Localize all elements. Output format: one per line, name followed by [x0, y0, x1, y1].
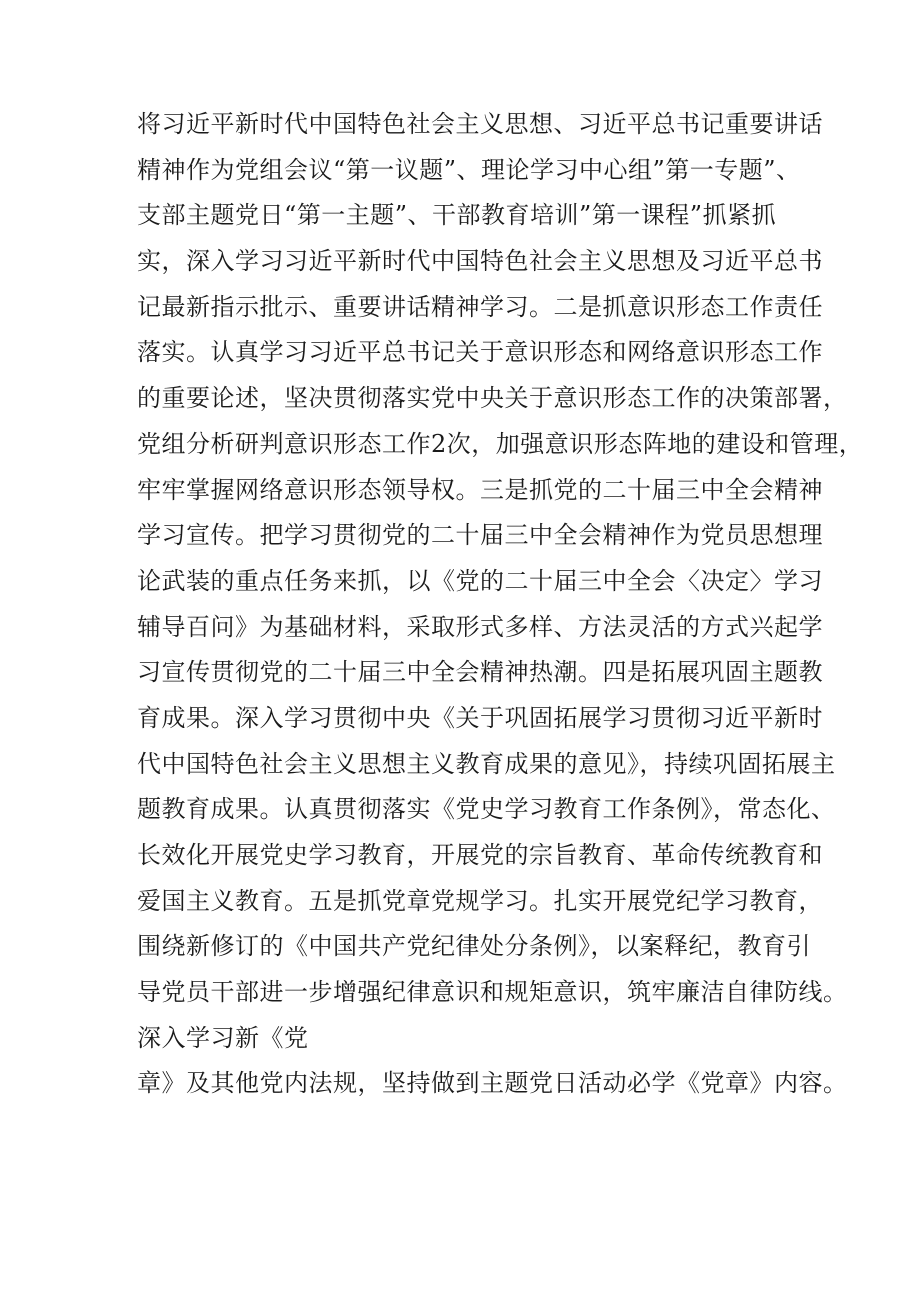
text-line: 论武装的重点任务来抓，以《党的二十届三中全会〈决定〉学习 [137, 566, 823, 595]
text-line: 育成果。深入学习贯彻中央《关于巩固拓展学习贯彻习近平新时 [137, 703, 823, 732]
text-line: 深入学习新《党 [137, 1023, 309, 1052]
text-line: 爱国主义教育。五是抓党章党规学习。扎实开展党纪学习教育， [137, 886, 823, 915]
text-line: 将习近平新时代中国特色社会主义思想、习近平总书记重要讲话 [137, 110, 823, 138]
text-line: 牢牢掌握网络意识形态领导权。三是抓党的二十届三中全会精神 [137, 475, 823, 504]
text-line: 长效化开展党史学习教育，开展党的宗旨教育、革命传统教育和 [137, 841, 823, 869]
text-line: 实，深入学习习近平新时代中国特色社会主义思想及习近平总书 [137, 247, 823, 276]
text-line: 党组分析研判意识形态工作2次，加强意识形态阵地的建设和管理， [137, 429, 864, 458]
text-line: 导党员干部进一步增强纪律意识和规矩意识，筑牢廉洁自律防线。 [137, 978, 848, 1007]
text-line: 围绕新修订的《中国共产党纪律处分条例》，以案释纪，教育引 [137, 932, 811, 961]
text-line: 落实。认真学习习近平总书记关于意识形态和网络意识形态工作 [137, 338, 823, 367]
document-body [137, 102, 864, 1107]
text-line: 记最新指示批示、重要讲话精神学习。二是抓意识形态工作责任 [137, 292, 823, 321]
text-line: 学习宣传。把学习贯彻党的二十届三中全会精神作为党员思想理 [137, 521, 823, 550]
text-line: 代中国特色社会主义思想主义教育成果的意见》，持续巩固拓展主 [137, 749, 836, 778]
text-line: 的重要论述，坚决贯彻落实党中央关于意识形态工作的决策部署， [137, 384, 848, 413]
text-line: 习宣传贯彻党的二十届三中全会精神热潮。四是拓展巩固主题教 [137, 658, 823, 687]
text-line: 章》及其他党内法规，坚持做到主题党日活动必学《党章》内容。 [137, 1069, 848, 1098]
text-line: 精神作为党组会议“第一议题”、理论学习中心组”第一专题”、 [137, 155, 801, 184]
text-line: 支部主题党日“第一主题”、干部教育培训”第一课程”抓紧抓 [137, 201, 777, 230]
text-line: 辅导百问》为基础材料，采取形式多样、方法灵活的方式兴起学 [137, 612, 823, 641]
text-line: 题教育成果。认真贯彻落实《党史学习教育工作条例》，常态化、 [137, 795, 836, 824]
